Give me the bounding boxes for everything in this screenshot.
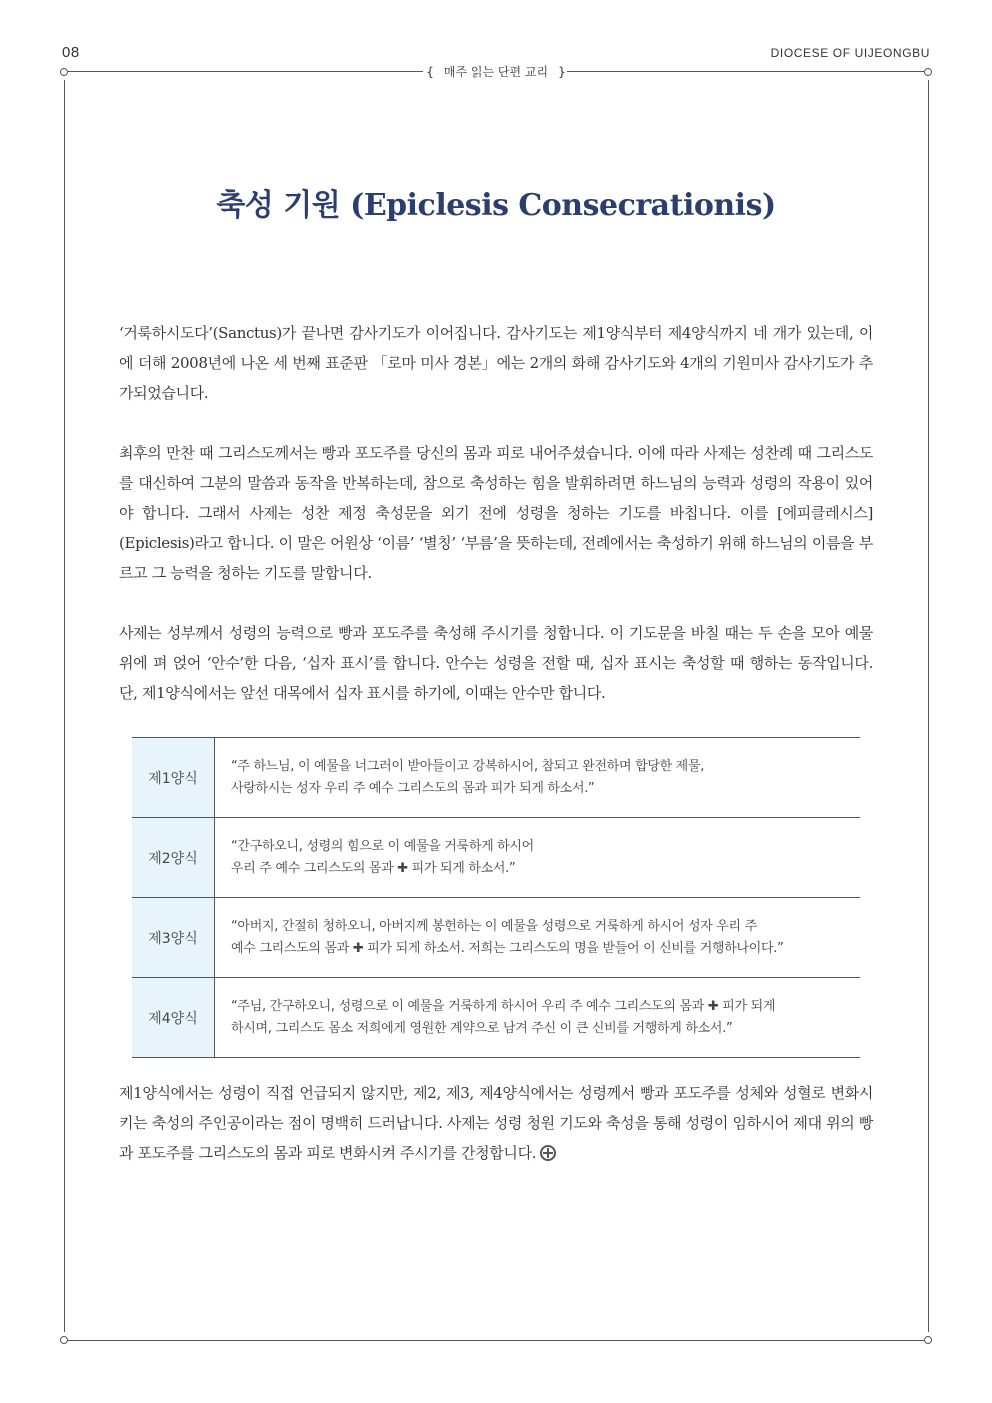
conclusion-text: 제1양식에서는 성령이 직접 언급되지 않지만, 제2, 제3, 제4양식에서는 성령께서 빵과 포도주를 성체와 성혈로 변화시키는 축성의 주인공이라는 점이 명백히 드러납니다. 사제는 성령 청원 기도와 축성을 통해 성령이 임하시어 제대 위의 빵과 포도주를 그리스도의 몸과 피로 변화시켜 주시기를 간청합니다. xyxy=(119,1084,873,1162)
corner-dot-bottom-left xyxy=(60,1336,68,1344)
corner-dot-top-right xyxy=(924,68,932,76)
corner-dot-top-left xyxy=(60,68,68,76)
diocese-label: DIOCESE OF UIJEONGBU xyxy=(770,46,930,60)
paragraph-epiclesis: 최후의 만찬 때 그리스도께서는 빵과 포도주를 당신의 몸과 피로 내어주셨습니다. 이에 따라 사제는 성찬례 때 그리스도를 대신하여 그분의 말씀과 동작을 반복하는데, 참으로 축성하는 힘을 발휘하려면 하느님의 능력과 성령의 작용이 있어야 합니다. 그래서 사제는 성찬 제정 축성문을 외기 전에 성령을 청하는 기도를 바칩니다. 이를 [에피클레시스] (Epiclesis)라고 합니다. 이 말은 어원상 ‘이름’ ‘별칭’ ‘부름’을 뜻하는데, 전례에서는 축성하기 위해 하느님의 이름을 부르고 그 능력을 청하는 기도를 말합니다. xyxy=(119,444,873,582)
end-cross-icon xyxy=(540,1145,556,1161)
paragraph-laying-on-hands: 사제는 성부께서 성령의 능력으로 빵과 포도주를 축성해 주시기를 청합니다. 이 기도문을 바칠 때는 두 손을 모아 예물 위에 펴 얹어 ‘안수’한 다음, ‘십자 표시’를 합니다. 안수는 성령을 전할 때, 십자 표시는 축성할 때 행하는 동작입니다. 단, 제1양식에서는 앞선 대목에서 십자 표시를 하기에, 이때는 안수만 합니다. xyxy=(119,624,873,702)
frame-right xyxy=(928,80,929,1332)
prayer-table xyxy=(132,737,860,1058)
footer-rule xyxy=(68,1340,924,1341)
page-title: 축성 기원 (Epiclesis Consecrationis) xyxy=(216,188,776,223)
brace-open: { xyxy=(426,65,434,79)
row-text: “주님, 간구하오니, 성령으로 이 예물을 거룩하게 하시어 우리 주 예수 그리스도의 몸과 ✚ 피가 되게 하시며, 그리스도 몸소 저희에게 영원한 계약으로 남겨 주신 이 큰 신비를 거행하게 하소서.” xyxy=(231,998,776,1036)
paragraph-conclusion xyxy=(119,1078,873,1168)
series-header xyxy=(0,63,992,80)
row-text: “아버지, 간절히 청하오니, 아버지께 봉헌하는 이 예물을 성령으로 거룩하게 하시어 성자 우리 주 예수 그리스도의 몸과 ✚ 피가 되게 하소서. 저희는 그리스도의 명을 받들어 이 신비를 거행하나이다.” xyxy=(231,918,784,956)
paragraph-sanctus: ‘거룩하시도다’(Sanctus)가 끝나면 감사기도가 이어집니다. 감사기도는 제1양식부터 제4양식까지 네 개가 있는데, 이에 더해 2008년에 나온 세 번째 표준판 「로마 미사 경본」에는 2개의 화해 감사기도와 4개의 기원미사 감사기도가 추가되었습니다. xyxy=(119,324,873,402)
row-text: “주 하느님, 이 예물을 너그러이 받아들이고 강복하시어, 참되고 완전하며 합당한 제물, 사랑하시는 성자 우리 주 예수 그리스도의 몸과 피가 되게 하소서.” xyxy=(231,758,705,796)
row-label: 제4양식 xyxy=(132,978,215,1057)
corner-dot-bottom-right xyxy=(924,1336,932,1344)
series-label: 매주 읽는 단편 교리 xyxy=(443,65,549,79)
page-number: 08 xyxy=(62,44,80,61)
table-row xyxy=(132,978,860,1058)
brace-close: } xyxy=(558,65,566,79)
table-row xyxy=(132,818,860,898)
table-row xyxy=(132,898,860,978)
frame-left xyxy=(64,80,65,1332)
row-label: 제3양식 xyxy=(132,898,215,977)
row-label: 제1양식 xyxy=(132,738,215,817)
row-text: “간구하오니, 성령의 힘으로 이 예물을 거룩하게 하시어 우리 주 예수 그리스도의 몸과 ✚ 피가 되게 하소서.” xyxy=(231,838,534,876)
row-label: 제2양식 xyxy=(132,818,215,897)
table-row xyxy=(132,738,860,818)
